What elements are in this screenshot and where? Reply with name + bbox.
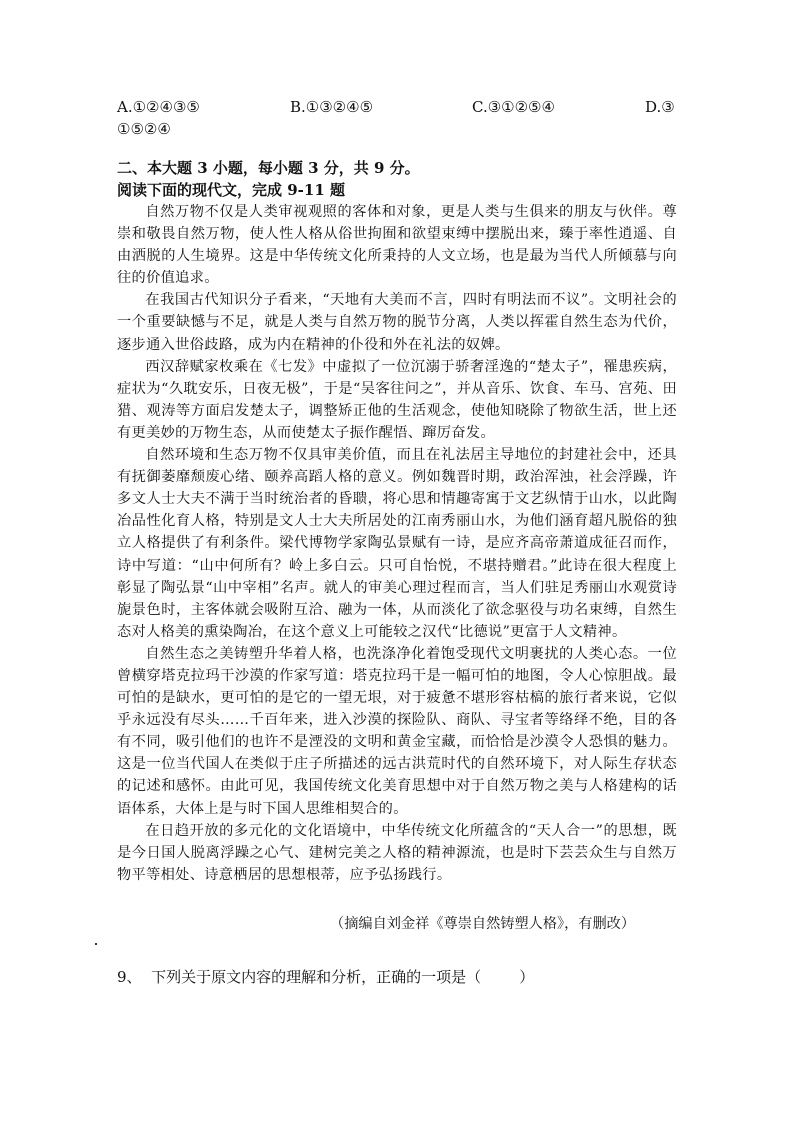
passage-paragraph: 自然环境和生态万物不仅具审美价值，而且在礼法居主导地位的封建社会中，还具有抚御萎靡颓废心绪、颐养高蹈人格的意义。例如魏晋时期，政治浑浊，社会浮躁，许多文人士大夫不满于当时统治者的昏聩，将心思和情趣寄寓于文艺纵情于山水，以此陶冶品性化育人格，特别是文人士大夫所居处的江南秀丽山水，为他们涵育超凡脱俗的独立人格提供了有利条件。梁代博物学家陶弘景赋有一诗，是应齐高帝萧道成征召而作，诗中写道：“山中何所有？岭上多白云。只可自怡悦，不堪持赠君。”此诗在很大程度上彰显了陶弘景“山中宰相”名声。就人的审美心理过程而言，当人们驻足秀丽山水观赏诗旎景色时，主客体就会吸附互洽、融为一体，从而淡化了欲念驱役与功名束缚，自然生态对人格美的熏染陶冶，在这个意义上可能较之汉代“比德说”更富于人文精神。 bbox=[117, 447, 677, 640]
option-c: C.③①②⑤④ bbox=[472, 98, 555, 116]
section-heading: 二、本大题 3 小题，每小题 3 分，共 9 分。 bbox=[117, 159, 420, 177]
option-a: A.①②④③⑤ bbox=[117, 98, 200, 116]
stray-dot bbox=[95, 943, 97, 945]
reading-passage bbox=[117, 201, 677, 886]
passage-paragraph: 在我国古代知识分子看来，“天地有大美而不言，四时有明法而不议”。文明社会的一个重要缺憾与不足，就是人类与自然万物的脱节分离，人类以挥霍自然生态为代价，逐步通入世俗歧路，成为内在精神的仆役和外在礼法的奴婢。 bbox=[117, 292, 677, 353]
option-d: D.③ bbox=[645, 98, 675, 116]
passage-paragraph: 西汉辞赋家枚乘在《七发》中虚拟了一位沉溺于骄奢淫逸的“楚太子”，罹患疾病，症状为“久耽安乐，日夜无极”，于是“吴客往问之”，并从音乐、饮食、车马、宫苑、田猎、观涛等方面启发楚太子，调整矫正他的生活观念，使他知晓除了物欲生活，世上还有更美妙的万物生态，从而使楚太子振作醒悟、蹿厉奋发。 bbox=[117, 358, 677, 441]
passage-source: （摘编自刘金祥《尊崇自然铸塑人格》，有删改） bbox=[330, 916, 636, 932]
option-d-continuation: ①⑤②④ bbox=[117, 120, 171, 138]
passage-paragraph: 自然生态之美铸塑升华着人格，也洗涤净化着饱受现代文明裹扰的人类心态。一位曾横穿塔克拉玛干沙漠的作家写道：塔克拉玛干是一幅可怕的地图，令人心惊胆战。最可怕的是缺水，更可怕的是它的一望无垠，对于疲惫不堪形容枯槁的旅行者来说，它似乎永远没有尽头……千百年来，进入沙漠的探险队、商队、寻宝者等络绎不绝，目的各有不同，吸引他们的也许不是湮没的文明和黄金宝藏，而恰恰是沙漠令人恐惧的魅力。这是一位当代国人在类似于庄子所描述的远古洪荒时代的自然环境下，对人际生存状态的记述和感怀。由此可见，我国传统文化美育思想中对于自然万物之美与人格建构的话语体系，大体上是与时下国人思维相契合的。 bbox=[117, 645, 677, 817]
question-9: 9、 下列关于原文内容的理解和分析，正确的一项是（ ） bbox=[117, 968, 535, 986]
passage-paragraph: 在日趋开放的多元化的文化语境中，中华传统文化所蕴含的“天人合一”的思想，既是今日国人脱离浮躁之心气、建树完美之人格的精神源流，也是时下芸芸众生与自然万物平等相处、诗意栖居的思想根蒂，应予弘扬践行。 bbox=[117, 822, 677, 883]
option-b: B.①③②④⑤ bbox=[290, 98, 374, 116]
passage-paragraph: 自然万物不仅是人类审视观照的客体和对象，更是人类与生俱来的朋友与伙伴。尊崇和敬畏自然万物，使人性人格从俗世拘囿和欲望束缚中摆脱出来，臻于率性逍遥、自由洒脱的人生境界。这是中华传统文化所秉持的人文立场，也是最为当代人所倾慕与向往的价值追求。 bbox=[117, 204, 677, 287]
reading-instruction: 阅读下面的现代文，完成 9-11 题 bbox=[117, 181, 345, 199]
